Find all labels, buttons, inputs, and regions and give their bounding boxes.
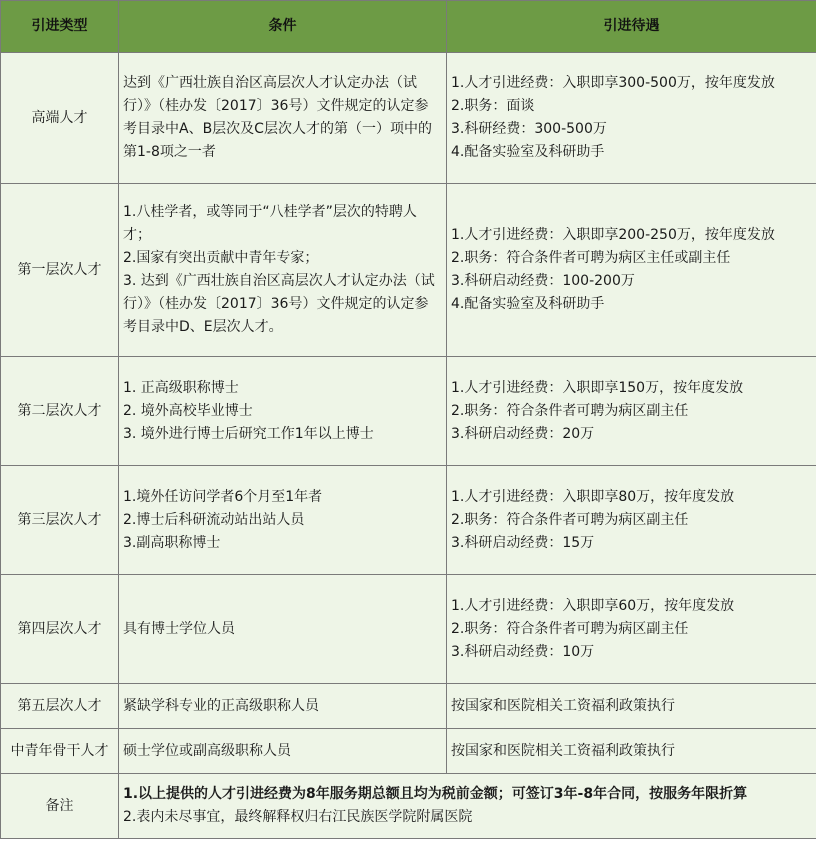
table-row — [1, 684, 816, 729]
benefit-line: 1.人才引进经费：入职即享60万，按年度发放 — [451, 597, 735, 614]
talent-type-cell: 第一层次人才 — [1, 184, 119, 357]
benefit-line: 3.科研启动经费：15万 — [451, 534, 595, 551]
benefit-line: 1.人才引进经费：入职即享80万，按年度发放 — [451, 488, 735, 505]
benefit-line: 4.配备实验室及科研助手 — [451, 144, 605, 160]
remark-line-1: 1.以上提供的人才引进经费为8年服务期总额且均为税前金额；可签订3年-8年合同，按服务年限折算 — [123, 786, 748, 802]
header-type: 引进类型 — [1, 1, 119, 53]
condition-line: 3.副高职称博士 — [123, 534, 221, 551]
condition-cell — [119, 684, 447, 729]
table-row — [1, 53, 816, 184]
condition-line: 2.国家有突出贡献中青年专家； — [123, 250, 319, 266]
table-row — [1, 729, 816, 774]
condition-line: 2.博士后科研流动站出站人员 — [123, 511, 305, 528]
condition-line: 1. 正高级职称博士 — [123, 379, 239, 396]
condition-line: 1.八桂学者，或等同于“八桂学者”层次的特聘人才； — [123, 204, 417, 243]
header-condition: 条件 — [119, 1, 447, 53]
talent-type-cell: 中青年骨干人才 — [1, 729, 119, 774]
talent-type-cell: 高端人才 — [1, 53, 119, 184]
benefit-line: 按国家和医院相关工资福利政策执行 — [451, 742, 675, 759]
remarks-label: 备注 — [1, 774, 119, 839]
benefit-line: 3.科研启动经费：10万 — [451, 643, 595, 660]
header-benefit: 引进待遇 — [447, 1, 816, 53]
condition-line: 紧缺学科专业的正高级职称人员 — [123, 697, 319, 714]
talent-type-cell: 第五层次人才 — [1, 684, 119, 729]
condition-cell — [119, 729, 447, 774]
benefit-line: 2.职务：符合条件者可聘为病区副主任 — [451, 402, 689, 419]
condition-line: 达到《广西壮族自治区高层次人才认定办法（试行）》（桂办发〔2017〕36号）文件规定的认定参考目录中A、B层次及C层次人才的第（一）项中的第1-8项之一者 — [123, 75, 432, 160]
table-row — [1, 575, 816, 684]
condition-line: 3. 达到《广西壮族自治区高层次人才认定办法（试行）》（桂办发〔2017〕36号）文件规定的认定参考目录中D、E层次人才。 — [123, 273, 435, 335]
benefit-line: 3.科研经费：300-500万 — [451, 121, 607, 137]
benefit-line: 2.职务：符合条件者可聘为病区副主任 — [451, 511, 689, 528]
benefit-cell — [447, 729, 816, 774]
condition-cell — [119, 184, 447, 357]
table-row — [1, 466, 816, 575]
table-row — [1, 184, 816, 357]
table-row — [1, 357, 816, 466]
condition-line: 硕士学位或副高级职称人员 — [123, 742, 291, 759]
benefit-line: 4.配备实验室及科研助手 — [451, 296, 605, 312]
talent-type-cell: 第三层次人才 — [1, 466, 119, 575]
benefit-line: 3.科研启动经费：100-200万 — [451, 273, 635, 289]
benefit-cell — [447, 466, 816, 575]
remark-line-2: 2.表内未尽事宜，最终解释权归右江民族医学院附属医院 — [123, 809, 473, 825]
benefit-line: 1.人才引进经费：入职即享200-250万，按年度发放 — [451, 227, 775, 243]
benefit-line: 3.科研启动经费：20万 — [451, 425, 595, 442]
condition-line: 3. 境外进行博士后研究工作1年以上博士 — [123, 425, 374, 442]
condition-cell — [119, 466, 447, 575]
condition-line: 具有博士学位人员 — [123, 620, 235, 637]
benefit-line: 1.人才引进经费：入职即享150万，按年度发放 — [451, 379, 744, 396]
benefit-cell — [447, 684, 816, 729]
benefit-cell — [447, 357, 816, 466]
condition-line: 1.境外任访问学者6个月至1年者 — [123, 488, 323, 505]
benefit-line: 2.职务：符合条件者可聘为病区副主任 — [451, 620, 689, 637]
condition-cell — [119, 53, 447, 184]
remarks-row — [1, 774, 816, 839]
condition-line: 2. 境外高校毕业博士 — [123, 402, 253, 419]
benefit-cell — [447, 575, 816, 684]
remarks-cell — [119, 774, 816, 839]
benefit-cell — [447, 184, 816, 357]
benefit-line: 2.职务：符合条件者可聘为病区主任或副主任 — [451, 250, 731, 266]
condition-cell — [119, 575, 447, 684]
benefit-line: 2.职务：面谈 — [451, 98, 535, 114]
benefit-cell — [447, 53, 816, 184]
talent-type-cell: 第二层次人才 — [1, 357, 119, 466]
condition-cell — [119, 357, 447, 466]
talent-type-cell: 第四层次人才 — [1, 575, 119, 684]
header-row — [1, 1, 816, 53]
benefit-line: 1.人才引进经费：入职即享300-500万，按年度发放 — [451, 75, 775, 91]
benefit-line: 按国家和医院相关工资福利政策执行 — [451, 697, 675, 714]
